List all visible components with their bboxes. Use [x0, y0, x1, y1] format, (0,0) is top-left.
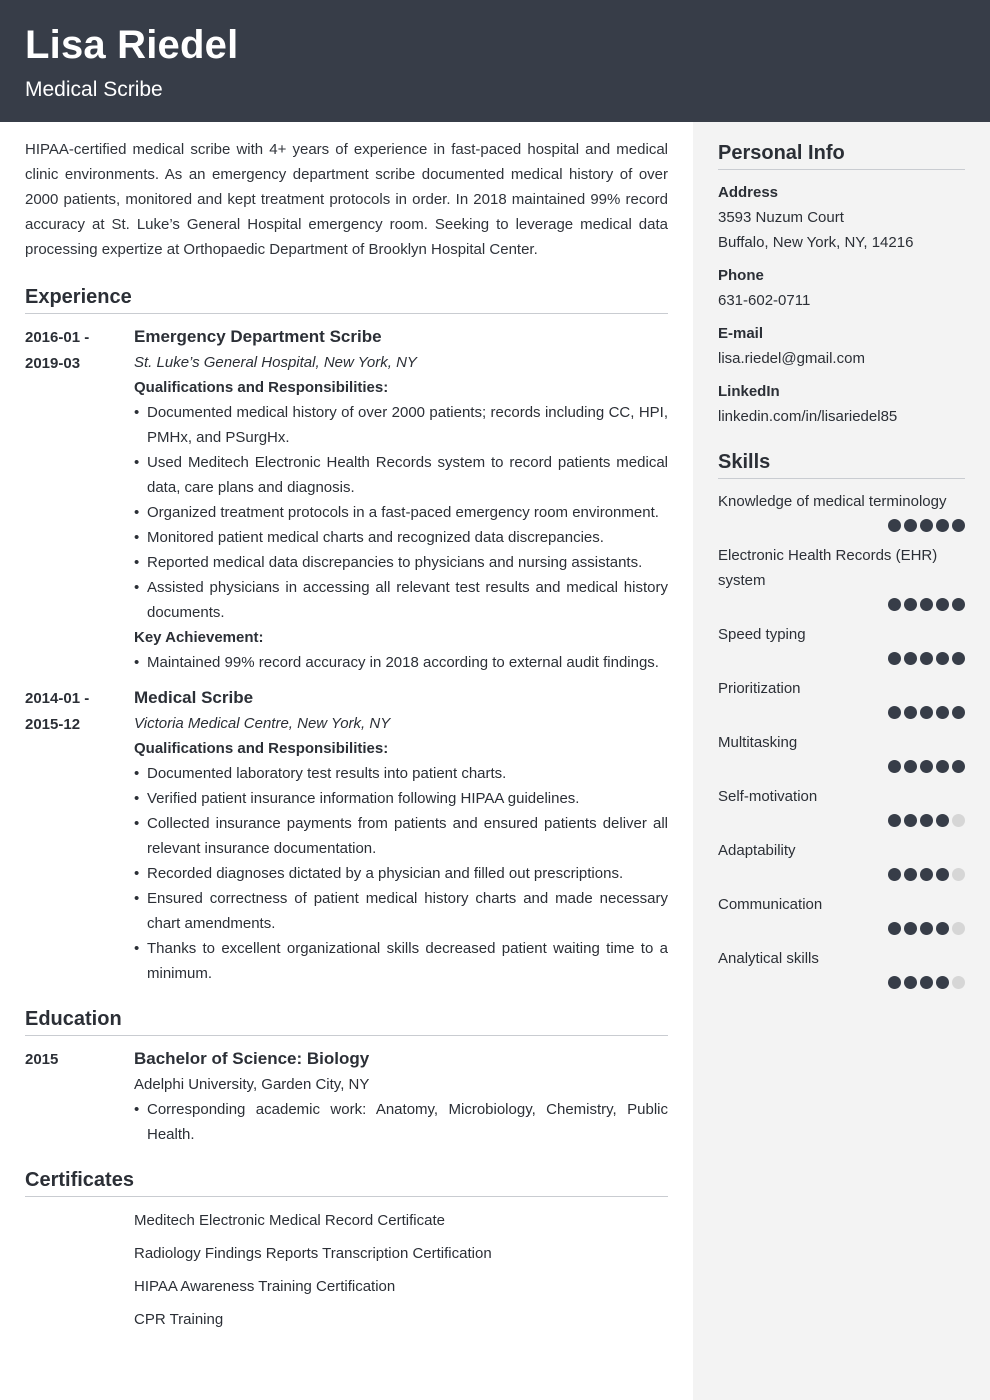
job-title: Medical Scribe: [134, 688, 254, 707]
experience-entry: [25, 685, 668, 986]
skill-item: [718, 622, 965, 666]
date-start: 2016-01 -: [25, 329, 90, 346]
rating-dot-empty: [952, 922, 965, 935]
email-value: lisa.riedel@gmail.com: [718, 350, 865, 367]
list-item: • Documented medical history of over 2000 patients; records including CC, HPI, PMHx, and PSurgHx.: [134, 400, 668, 450]
degree: Bachelor of Science: Biology: [134, 1049, 370, 1068]
company: Victoria Medical Centre, New York, NY: [134, 715, 391, 732]
rating-dot-filled: [936, 760, 949, 773]
entry-date: [25, 324, 134, 675]
address-label: Address: [718, 184, 779, 201]
main-column: [0, 122, 693, 1340]
rating-dot-filled: [904, 868, 917, 881]
rating-dot-filled: [904, 814, 917, 827]
certificate-item: Meditech Electronic Medical Record Certificate: [134, 1212, 445, 1229]
candidate-title: Medical Scribe: [25, 78, 163, 101]
rating-dot-filled: [936, 706, 949, 719]
skill-item: [718, 784, 965, 828]
rating-dot-filled: [936, 652, 949, 665]
summary: HIPAA-certified medical scribe with 4+ years of experience in fast-paced hospital and medical clinic environments. As an emergency department scribe documented medical history of over 2000 patients, monitored and kept treatment protocols in order. In 2018 maintained 99% record accuracy at St. Luke’s General Hospital emergency room. Seeking to leverage medical data processing expertize at Orthopaedic Department of Brooklyn Hospital Center.: [25, 141, 668, 258]
rating-dot-filled: [952, 706, 965, 719]
skill-rating: [718, 706, 965, 720]
email-label: E-mail: [718, 325, 764, 342]
rating-dot-filled: [920, 519, 933, 532]
rating-dot-filled: [952, 760, 965, 773]
rating-dot-filled: [936, 976, 949, 989]
responsibilities-list: [134, 400, 668, 625]
job-title: Emergency Department Scribe: [134, 327, 382, 346]
skills-heading: Skills: [718, 449, 965, 479]
linkedin-label: LinkedIn: [718, 383, 780, 400]
rating-dot-filled: [904, 760, 917, 773]
skill-rating: [718, 976, 965, 990]
skill-name: Speed typing: [718, 626, 806, 643]
rating-dot-filled: [936, 868, 949, 881]
list-item: • Recorded diagnoses dictated by a physician and filled out prescriptions.: [134, 861, 668, 886]
education-list: [134, 1097, 668, 1147]
rating-dot-filled: [920, 598, 933, 611]
skill-name: Electronic Health Records (EHR) system: [718, 547, 938, 589]
certificate-item: HIPAA Awareness Training Certification: [134, 1278, 396, 1295]
skill-name: Prioritization: [718, 680, 801, 697]
rating-dot-filled: [888, 598, 901, 611]
list-item: • Organized treatment protocols in a fast-paced emergency room environment.: [134, 500, 668, 525]
skill-item: [718, 946, 965, 990]
list-item: • Documented laboratory test results into patient charts.: [134, 761, 668, 786]
skill-name: Communication: [718, 896, 823, 913]
list-item: • Monitored patient medical charts and recognized data discrepancies.: [134, 525, 668, 550]
rating-dot-filled: [888, 868, 901, 881]
phone-value: 631-602-0711: [718, 292, 811, 309]
list-item: • Verified patient insurance information following HIPAA guidelines.: [134, 786, 668, 811]
address-line-2: Buffalo, New York, NY, 14216: [718, 234, 914, 251]
rating-dot-empty: [952, 814, 965, 827]
rating-dot-filled: [920, 706, 933, 719]
date-end: 2019-03: [25, 355, 81, 372]
rating-dot-filled: [888, 760, 901, 773]
skill-name: Knowledge of medical terminology: [718, 493, 947, 510]
rating-dot-filled: [904, 976, 917, 989]
rating-dot-filled: [936, 598, 949, 611]
qualifications-heading: Qualifications and Responsibilities:: [134, 379, 389, 396]
skill-rating: [718, 652, 965, 666]
skill-rating: [718, 868, 965, 882]
rating-dot-filled: [920, 760, 933, 773]
education-entry: [25, 1046, 668, 1147]
skill-name: Adaptability: [718, 842, 796, 859]
certificates-list: [25, 1208, 668, 1332]
experience-heading: Experience: [25, 284, 668, 314]
education-heading: Education: [25, 1006, 668, 1036]
rating-dot-filled: [888, 652, 901, 665]
rating-dot-filled: [952, 652, 965, 665]
list-item: • Ensured correctness of patient medical history charts and made necessary chart amendments.: [134, 886, 668, 936]
list-item: • Maintained 99% record accuracy in 2018 according to external audit findings.: [134, 650, 668, 675]
skill-item: [718, 730, 965, 774]
rating-dot-filled: [936, 519, 949, 532]
company: St. Luke’s General Hospital, New York, NY: [134, 354, 417, 371]
certificates-heading: Certificates: [25, 1167, 668, 1197]
rating-dot-filled: [904, 598, 917, 611]
certificate-item: Radiology Findings Reports Transcription Certification: [134, 1245, 492, 1262]
skill-name: Self-motivation: [718, 788, 818, 805]
rating-dot-filled: [888, 922, 901, 935]
skill-rating: [718, 598, 965, 612]
rating-dot-filled: [904, 706, 917, 719]
skill-name: Multitasking: [718, 734, 798, 751]
resume-header: [0, 0, 990, 122]
sidebar: [693, 122, 990, 1400]
list-item: • Collected insurance payments from patients and ensured patients deliver all relevant insurance documentation.: [134, 811, 668, 861]
rating-dot-filled: [952, 519, 965, 532]
rating-dot-filled: [920, 868, 933, 881]
rating-dot-filled: [888, 519, 901, 532]
address-line-1: 3593 Nuzum Court: [718, 209, 844, 226]
list-item: • Assisted physicians in accessing all relevant test results and medical history documents.: [134, 575, 668, 625]
school: Adelphi University, Garden City, NY: [134, 1076, 370, 1093]
entry-date: [25, 685, 134, 986]
qualifications-heading: Qualifications and Responsibilities:: [134, 740, 389, 757]
phone-label: Phone: [718, 267, 764, 284]
personal-info-heading: Personal Info: [718, 140, 965, 170]
list-item: • Reported medical data discrepancies to physicians and nursing assistants.: [134, 550, 668, 575]
skill-item: [718, 838, 965, 882]
skill-rating: [718, 922, 965, 936]
entry-body: [134, 324, 668, 675]
skill-item: [718, 489, 965, 533]
skill-name: Analytical skills: [718, 950, 819, 967]
skill-rating: [718, 814, 965, 828]
responsibilities-list: [134, 761, 668, 986]
skills-list: [718, 489, 965, 990]
certificate-item: CPR Training: [134, 1311, 224, 1328]
rating-dot-filled: [936, 814, 949, 827]
rating-dot-filled: [888, 706, 901, 719]
rating-dot-filled: [904, 652, 917, 665]
rating-dot-filled: [920, 976, 933, 989]
rating-dot-filled: [904, 519, 917, 532]
rating-dot-filled: [888, 814, 901, 827]
candidate-name: Lisa Riedel: [25, 23, 239, 67]
rating-dot-filled: [920, 814, 933, 827]
list-item: • Thanks to excellent organizational skills decreased patient waiting time to a minimum.: [134, 936, 668, 986]
date-start: 2014-01 -: [25, 690, 90, 707]
entry-body: [134, 685, 668, 986]
education-date: 2015: [25, 1051, 59, 1068]
experience-entry: [25, 324, 668, 675]
achievements-list: [134, 650, 668, 675]
list-item: • Corresponding academic work: Anatomy, Microbiology, Chemistry, Public Health.: [134, 1097, 668, 1147]
rating-dot-empty: [952, 868, 965, 881]
linkedin-value: linkedin.com/in/lisariedel85: [718, 408, 898, 425]
rating-dot-filled: [936, 922, 949, 935]
skill-rating: [718, 519, 965, 533]
skill-item: [718, 676, 965, 720]
rating-dot-filled: [920, 922, 933, 935]
skill-rating: [718, 760, 965, 774]
date-end: 2015-12: [25, 716, 81, 733]
list-item: • Used Meditech Electronic Health Records system to record patients medical data, care plans and diagnosis.: [134, 450, 668, 500]
rating-dot-filled: [904, 922, 917, 935]
skill-item: [718, 543, 965, 612]
achievement-heading: Key Achievement:: [134, 629, 264, 646]
entry-body: [134, 1046, 668, 1147]
rating-dot-empty: [952, 976, 965, 989]
rating-dot-filled: [920, 652, 933, 665]
rating-dot-filled: [888, 976, 901, 989]
skill-item: [718, 892, 965, 936]
rating-dot-filled: [952, 598, 965, 611]
